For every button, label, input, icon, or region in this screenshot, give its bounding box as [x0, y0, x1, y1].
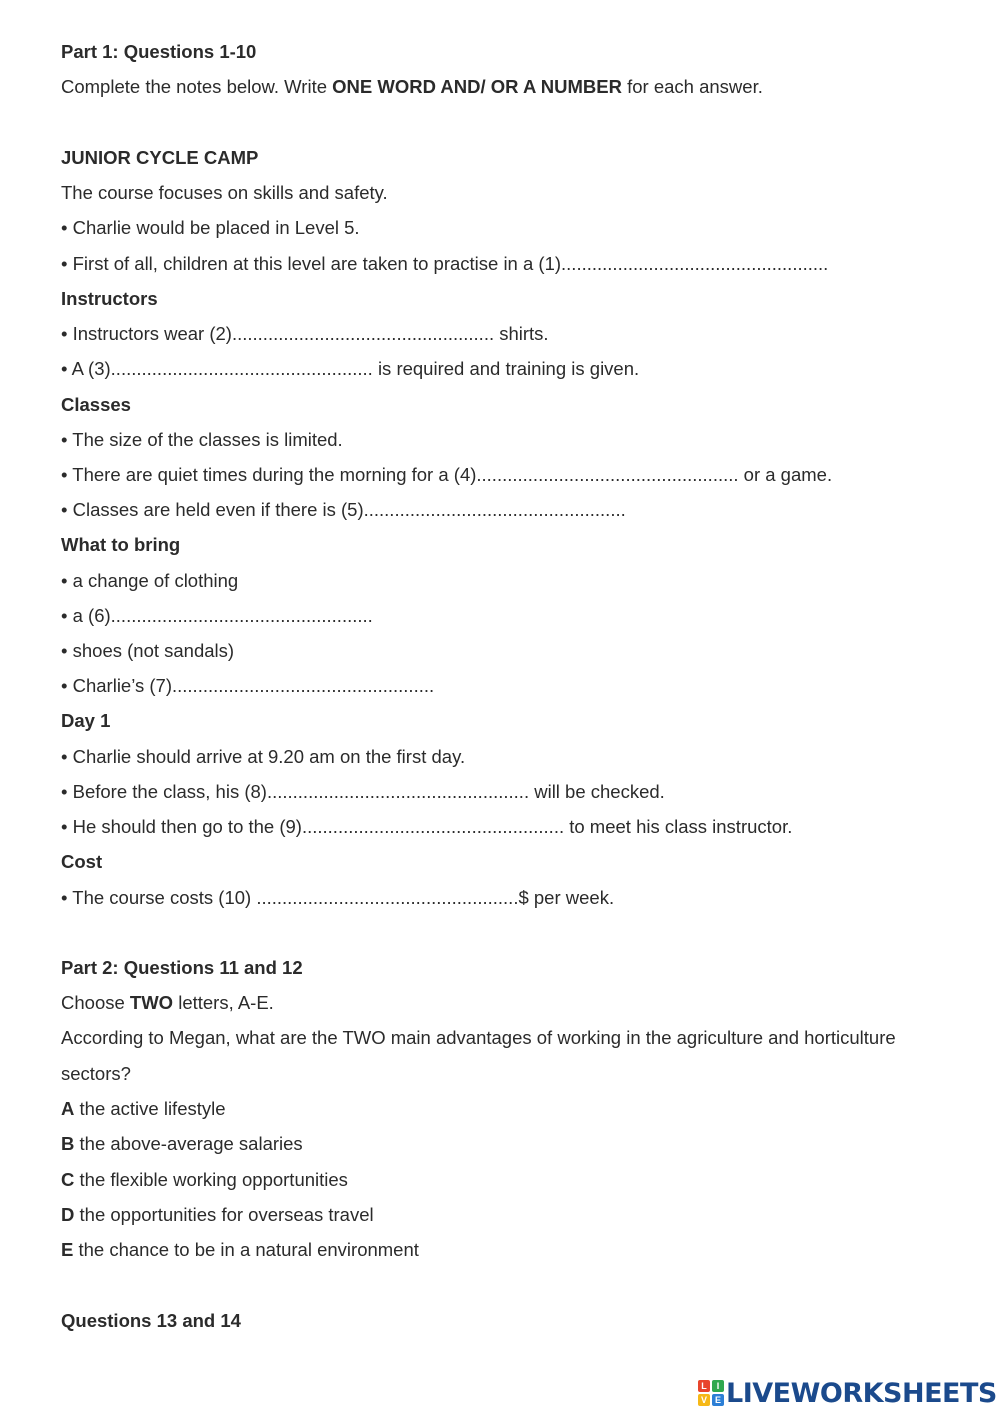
part1-instructions	[61, 75, 960, 99]
option-letter: A	[61, 1098, 75, 1119]
option-letter: E	[61, 1239, 74, 1260]
option-letter: C	[61, 1169, 75, 1190]
gap-question-1[interactable]: • First of all, children at this level are taken to practise in a (1)....................................................	[61, 253, 829, 274]
option-letter: B	[61, 1133, 75, 1154]
option-b[interactable]	[61, 1132, 960, 1156]
gap-question-7[interactable]: • Charlie’s (7)...................................................	[61, 675, 435, 696]
choose-bold-text: TWO	[129, 992, 174, 1013]
note-line: • The size of the classes is limited.	[61, 429, 343, 450]
logo-text: LIVEWORKSHEETS	[726, 1377, 997, 1409]
choose-text-end: letters, A-E.	[173, 992, 274, 1013]
logo-square: I	[712, 1380, 724, 1392]
note-line: • shoes (not sandals)	[61, 640, 235, 661]
instr-text-end: for each answer.	[621, 76, 763, 97]
note-line: • a change of clothing	[61, 570, 239, 591]
gap-question-5[interactable]: • Classes are held even if there is (5)...................................................	[61, 499, 626, 520]
part1-heading: Part 1: Questions 1-10	[61, 41, 257, 62]
instr-bold-text: ONE WORD AND/ OR A NUMBER	[332, 76, 622, 97]
gap-question-8[interactable]: • Before the class, his (8)................................................... will be checked.	[61, 781, 665, 802]
gap-question-6[interactable]: • a (6)...................................................	[61, 605, 373, 626]
gap-question-10[interactable]: • The course costs (10) ...................................................$ per week.	[61, 887, 615, 908]
question-text-line1: According to Megan, what are the TWO main advantages of working in the agriculture and horticulture	[61, 1027, 896, 1048]
liveworksheets-logo	[698, 1377, 997, 1409]
logo-square: L	[698, 1380, 710, 1392]
logo-square: V	[698, 1394, 710, 1406]
gap-question-3[interactable]: • A (3)................................................... is required and training is given.	[61, 358, 640, 379]
subheading-cost: Cost	[61, 851, 103, 872]
subheading-instructors: Instructors	[61, 288, 158, 309]
instr-text: Complete the notes below. Write	[61, 76, 333, 97]
option-e[interactable]	[61, 1238, 960, 1262]
subheading-classes: Classes	[61, 394, 131, 415]
note-line: • Charlie would be placed in Level 5.	[61, 217, 360, 238]
subheading-day1: Day 1	[61, 710, 111, 731]
option-text: the active lifestyle	[74, 1098, 226, 1119]
option-c[interactable]	[61, 1168, 960, 1192]
gap-question-2[interactable]: • Instructors wear (2)................................................... shirts.	[61, 323, 549, 344]
option-text: the chance to be in a natural environment	[73, 1239, 419, 1260]
option-d[interactable]	[61, 1203, 960, 1227]
option-a[interactable]	[61, 1097, 960, 1121]
option-text: the opportunities for overseas travel	[74, 1204, 374, 1225]
gap-question-9[interactable]: • He should then go to the (9)................................................... to meet his class instructor.	[61, 816, 793, 837]
intro-text: The course focuses on skills and safety.	[61, 182, 388, 203]
note-line: • Charlie should arrive at 9.20 am on the first day.	[61, 746, 466, 767]
logo-squares-icon	[698, 1380, 724, 1406]
option-text: the flexible working opportunities	[74, 1169, 348, 1190]
gap-question-4[interactable]: • There are quiet times during the morning for a (4)................................................... or a game.	[61, 464, 833, 485]
part2-heading: Part 2: Questions 11 and 12	[61, 957, 303, 978]
questions-13-14-heading: Questions 13 and 14	[61, 1310, 241, 1331]
part2-instructions	[61, 991, 960, 1015]
logo-square: E	[712, 1394, 724, 1406]
choose-text: Choose	[61, 992, 130, 1013]
option-text: the above-average salaries	[74, 1133, 303, 1154]
section-title: JUNIOR CYCLE CAMP	[61, 147, 259, 168]
option-letter: D	[61, 1204, 75, 1225]
subheading-what-to-bring: What to bring	[61, 534, 181, 555]
question-text-line2: sectors?	[61, 1063, 131, 1084]
